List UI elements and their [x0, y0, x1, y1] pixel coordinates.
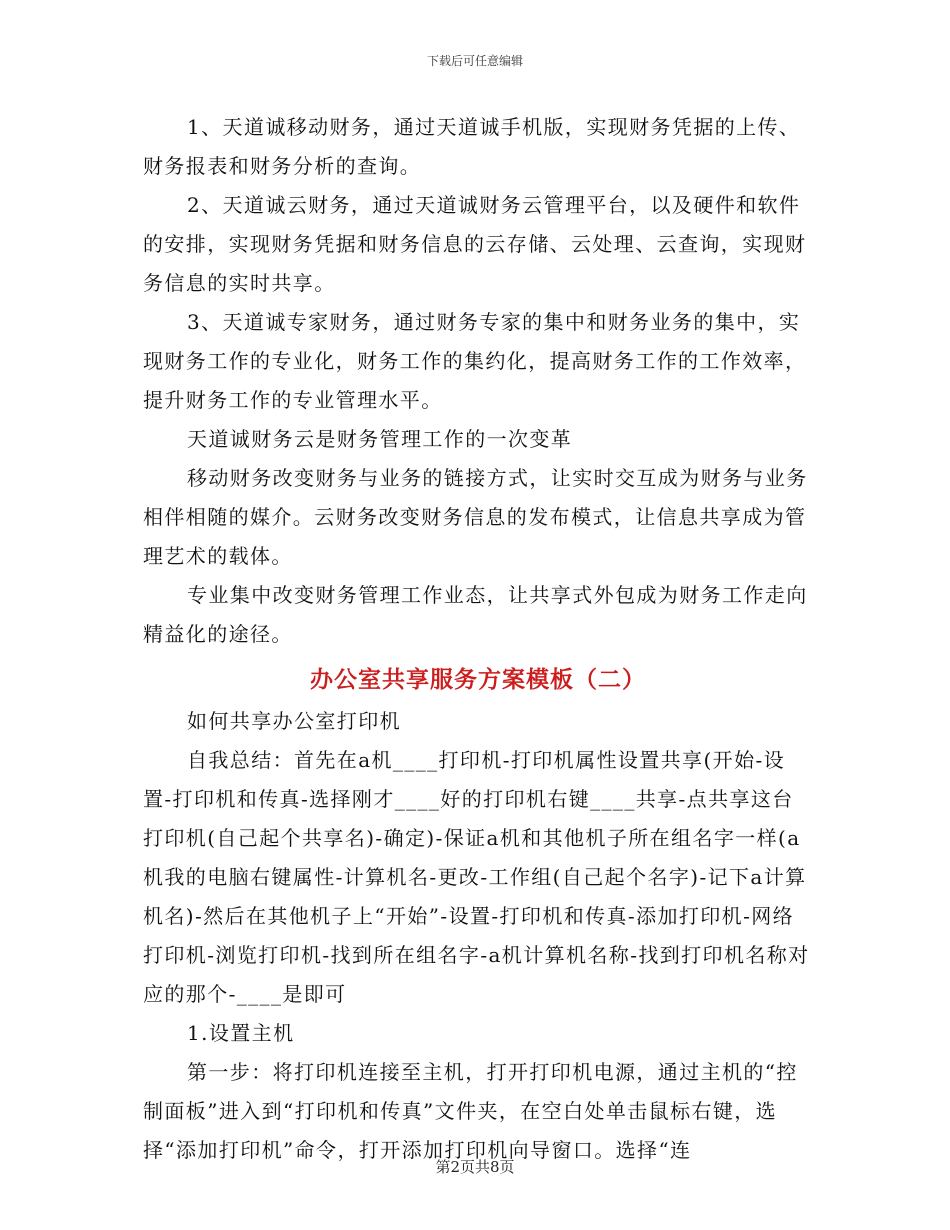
- paragraph-3: 3、天道诚专家财务，通过财务专家的集中和财务业务的集中，实现财务工作的专业化，财务工作的集约化，提高财务工作的工作效率，提升财务工作的专业管理水平。: [143, 310, 807, 412]
- page-footer: 第2页共8页: [435, 1158, 515, 1176]
- paragraph-4: 天道诚财务云是财务管理工作的一次变革: [187, 427, 573, 451]
- page-header: 下载后可任意编辑: [426, 54, 523, 68]
- paragraph-8: 自我总结：首先在a机____打印机-打印机属性设置共享(开始-设置-打印机和传真-选择刚才____好的打印机右键____共享-点共享这台打印机(自己起个共享名)-确定)-保证a机和其他机子所在组名字一样(a机我的电脑右键属性-计算机名-更改-工作组(自己起个名字)-记下a计算机名)-然后在其他机子上“开始”-设置-打印机和传真-添加打印机-网络打印机-浏览打印机-找到所在组名字-a机计算机名称-找到打印机名称对应的那个-____是即可: [143, 748, 810, 1006]
- paragraph-5: 移动财务改变财务与业务的链接方式，让实时交互成为财务与业务相伴相随的媒介。云财务改变财务信息的发布模式，让信息共享成为管理艺术的载体。: [143, 466, 808, 568]
- paragraph-10: 第一步：将打印机连接至主机，打开打印机电源，通过主机的“控制面板”进入到“打印机和传真”文件夹，在空白处单击鼠标右键，选择“添加打印机”命令，打开添加打印机向导窗口。选择“连: [143, 1060, 798, 1162]
- document-body: [143, 108, 813, 1170]
- section-heading: 办公室共享服务方案模板（二）: [310, 666, 646, 693]
- paragraph-9: 1.设置主机: [187, 1021, 295, 1045]
- paragraph-6: 专业集中改变财务管理工作业态，让共享式外包成为财务工作走向精益化的途径。: [143, 583, 808, 646]
- paragraph-7: 如何共享办公室打印机: [187, 709, 401, 733]
- paragraph-2: 2、天道诚云财务，通过天道诚财务云管理平台，以及硬件和软件的安排，实现财务凭据和财务信息的云存储、云处理、云查询，实现财务信息的实时共享。: [143, 193, 807, 295]
- paragraph-1: 1、天道诚移动财务，通过天道诚手机版，实现财务凭据的上传、财务报表和财务分析的查询。: [143, 115, 801, 178]
